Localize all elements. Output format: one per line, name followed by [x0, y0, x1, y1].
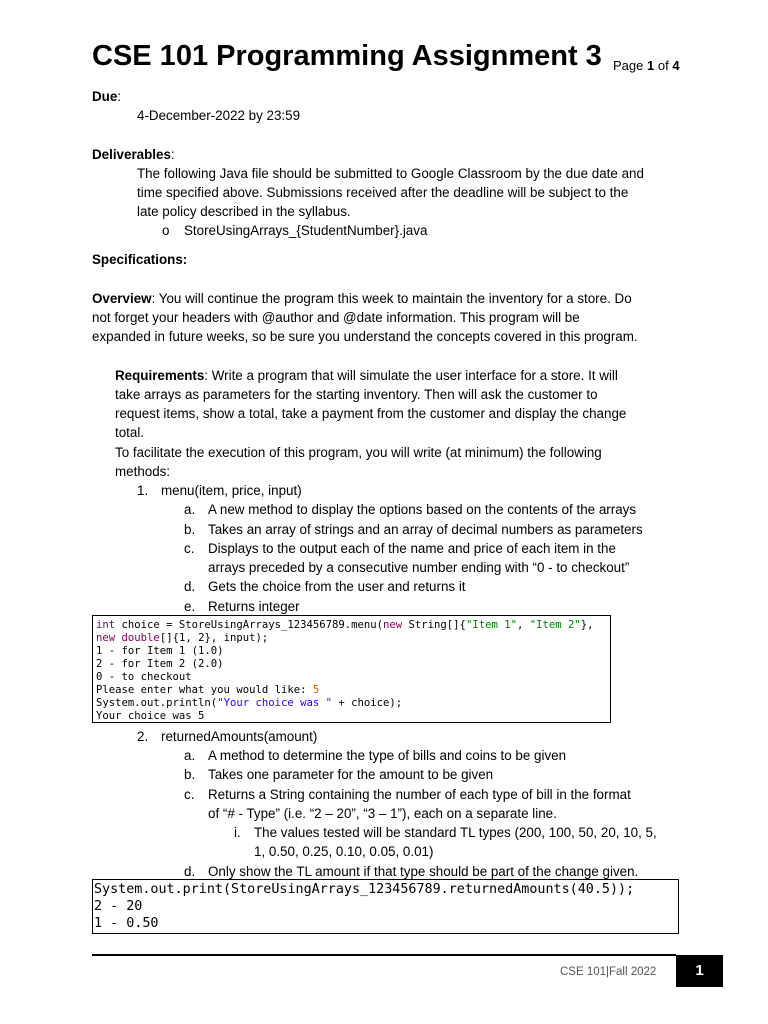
m2-sub-number: i. — [234, 825, 241, 840]
overview-first-text: : You will continue the program this week to maintain the inventory for a store. Do — [151, 291, 632, 306]
due-label: Due — [92, 89, 118, 104]
method2-name: returnedAmounts(amount) — [161, 729, 318, 744]
page-current: 1 — [647, 58, 655, 73]
code-text: }, — [580, 619, 594, 631]
code1-line-8: Your choice was 5 — [96, 710, 205, 722]
deliverables-text-2: time specified above. Submissions received after the deadline will be subject to the — [137, 185, 629, 200]
code-text: System.out.println( — [96, 697, 218, 709]
m2-letter-b: b. — [184, 767, 196, 782]
code-example-returned-amounts — [92, 879, 679, 934]
requirements-line-5: To facilitate the execution of this program, you will write (at minimum) the following — [115, 445, 602, 460]
code2-line-3: 1 - 0.50 — [94, 916, 159, 931]
page-title: CSE 101 Programming Assignment 3 — [92, 40, 602, 72]
overview-line-2: not forget your headers with @author and @date information. This program will be — [92, 310, 580, 325]
m1-letter-c: c. — [184, 541, 195, 556]
m1-letter-b: b. — [184, 522, 196, 537]
requirements-line-3: request items, show a total, take a payment from the customer and display the change — [115, 406, 627, 421]
code-text: []{1, 2}, input); — [159, 632, 269, 644]
m2-item-b: Takes one parameter for the amount to be given — [208, 767, 494, 782]
due-date: 4-December-2022 by 23:59 — [137, 108, 301, 123]
page-total: 4 — [672, 58, 680, 73]
code1-line-6 — [96, 684, 319, 697]
m2-letter-d: d. — [184, 864, 196, 879]
m1-letter-d: d. — [184, 579, 196, 594]
code1-line-5: 0 - to checkout — [96, 671, 192, 683]
deliverables-colon: : — [170, 147, 175, 162]
code1-line-1 — [96, 619, 594, 632]
code-text: , — [516, 619, 530, 631]
requirements-label: Requirements — [115, 368, 205, 383]
m2-letter-a: a. — [184, 748, 196, 763]
overview-line-3: expanded in future weeks, so be sure you understand the concepts covered in this program. — [92, 329, 638, 344]
requirements-first-text: : Write a program that will simulate the user interface for a store. It will — [204, 368, 618, 383]
code2-line-1: System.out.print(StoreUsingArrays_123456789.returnedAmounts(40.5)); — [94, 882, 635, 897]
code-text: Please enter what you would like: — [96, 684, 313, 696]
requirements-line-2: take arrays as parameters for the starting inventory. Then will ask the customer to — [115, 387, 598, 402]
code-keyword: double — [121, 632, 160, 644]
m2-item-a: A method to determine the type of bills and coins to be given — [208, 748, 567, 763]
m1-letter-e: e. — [184, 599, 196, 614]
code-keyword: new — [383, 619, 403, 631]
page-indicator — [613, 58, 680, 73]
code-string: "Item 1" — [465, 619, 517, 631]
due-colon: : — [117, 89, 122, 104]
page-word: Page — [613, 58, 644, 73]
m1-item-a: A new method to display the options based on the contents of the arrays — [208, 502, 637, 517]
footer-page-number: 1 — [676, 955, 723, 987]
deliverables-label: Deliverables — [92, 147, 171, 162]
code1-line-2 — [96, 632, 268, 645]
m1-letter-a: a. — [184, 502, 196, 517]
m1-item-c: Displays to the output each of the name and price of each item in the — [208, 541, 616, 556]
method1-name: menu(item, price, input) — [161, 483, 302, 498]
code-text: + choice); — [332, 697, 403, 709]
code1-line-7 — [96, 697, 402, 710]
page-of: of — [657, 58, 669, 73]
m1-item-c-cont: arrays preceded by a consecutive number ending with “0 - to checkout” — [208, 560, 630, 575]
due-label-line — [92, 87, 121, 106]
requirements-line-6: methods: — [115, 464, 171, 479]
m1-item-d: Gets the choice from the user and returns it — [208, 579, 466, 594]
code-string: "Item 2" — [529, 619, 581, 631]
bullet-marker: o — [162, 223, 170, 238]
code-string: "Your choice was " — [217, 697, 332, 709]
footer-course: CSE 101|Fall 2022 — [560, 966, 657, 978]
m2-sub-line-1: The values tested will be standard TL types (200, 100, 50, 20, 10, 5, — [254, 825, 657, 840]
m1-item-b: Takes an array of strings and an array of decimal numbers as parameters — [208, 522, 643, 537]
code-input: 5 — [312, 684, 320, 696]
code-text: String[]{ — [402, 619, 466, 631]
code-example-menu — [92, 615, 611, 723]
code1-line-4: 2 - for Item 2 (2.0) — [96, 658, 224, 670]
m2-letter-c: c. — [184, 787, 195, 802]
code1-line-3: 1 - for Item 1 (1.0) — [96, 645, 224, 657]
requirements-line-1 — [115, 366, 618, 385]
specifications-heading: Specifications: — [92, 252, 188, 267]
code-keyword: new — [96, 632, 116, 644]
m1-item-e: Returns integer — [208, 599, 300, 614]
footer-rule — [92, 954, 676, 956]
deliverables-text-1: The following Java file should be submitted to Google Classroom by the due date and — [137, 166, 644, 181]
method2-number: 2. — [137, 729, 149, 744]
m2-item-c-cont: of “# - Type” (i.e. “2 – 20”, “3 – 1”), each on a separate line. — [208, 806, 557, 821]
code2-line-2: 2 - 20 — [94, 899, 143, 914]
m2-sub-line-2: 1, 0.50, 0.25, 0.10, 0.05, 0.01) — [254, 844, 434, 859]
deliverables-label-line — [92, 145, 175, 164]
deliverables-text-3: late policy described in the syllabus. — [137, 204, 351, 219]
overview-line-1 — [92, 289, 632, 308]
method1-number: 1. — [137, 483, 149, 498]
m2-item-c: Returns a String containing the number of each type of bill in the format — [208, 787, 631, 802]
overview-label: Overview — [92, 291, 152, 306]
m2-item-d: Only show the TL amount if that type should be part of the change given. — [208, 864, 639, 879]
code-text: choice = StoreUsingArrays_123456789.menu( — [115, 619, 384, 631]
deliverable-file: StoreUsingArrays_{StudentNumber}.java — [184, 223, 428, 238]
requirements-line-4: total. — [115, 425, 145, 440]
code-keyword: int — [96, 619, 116, 631]
